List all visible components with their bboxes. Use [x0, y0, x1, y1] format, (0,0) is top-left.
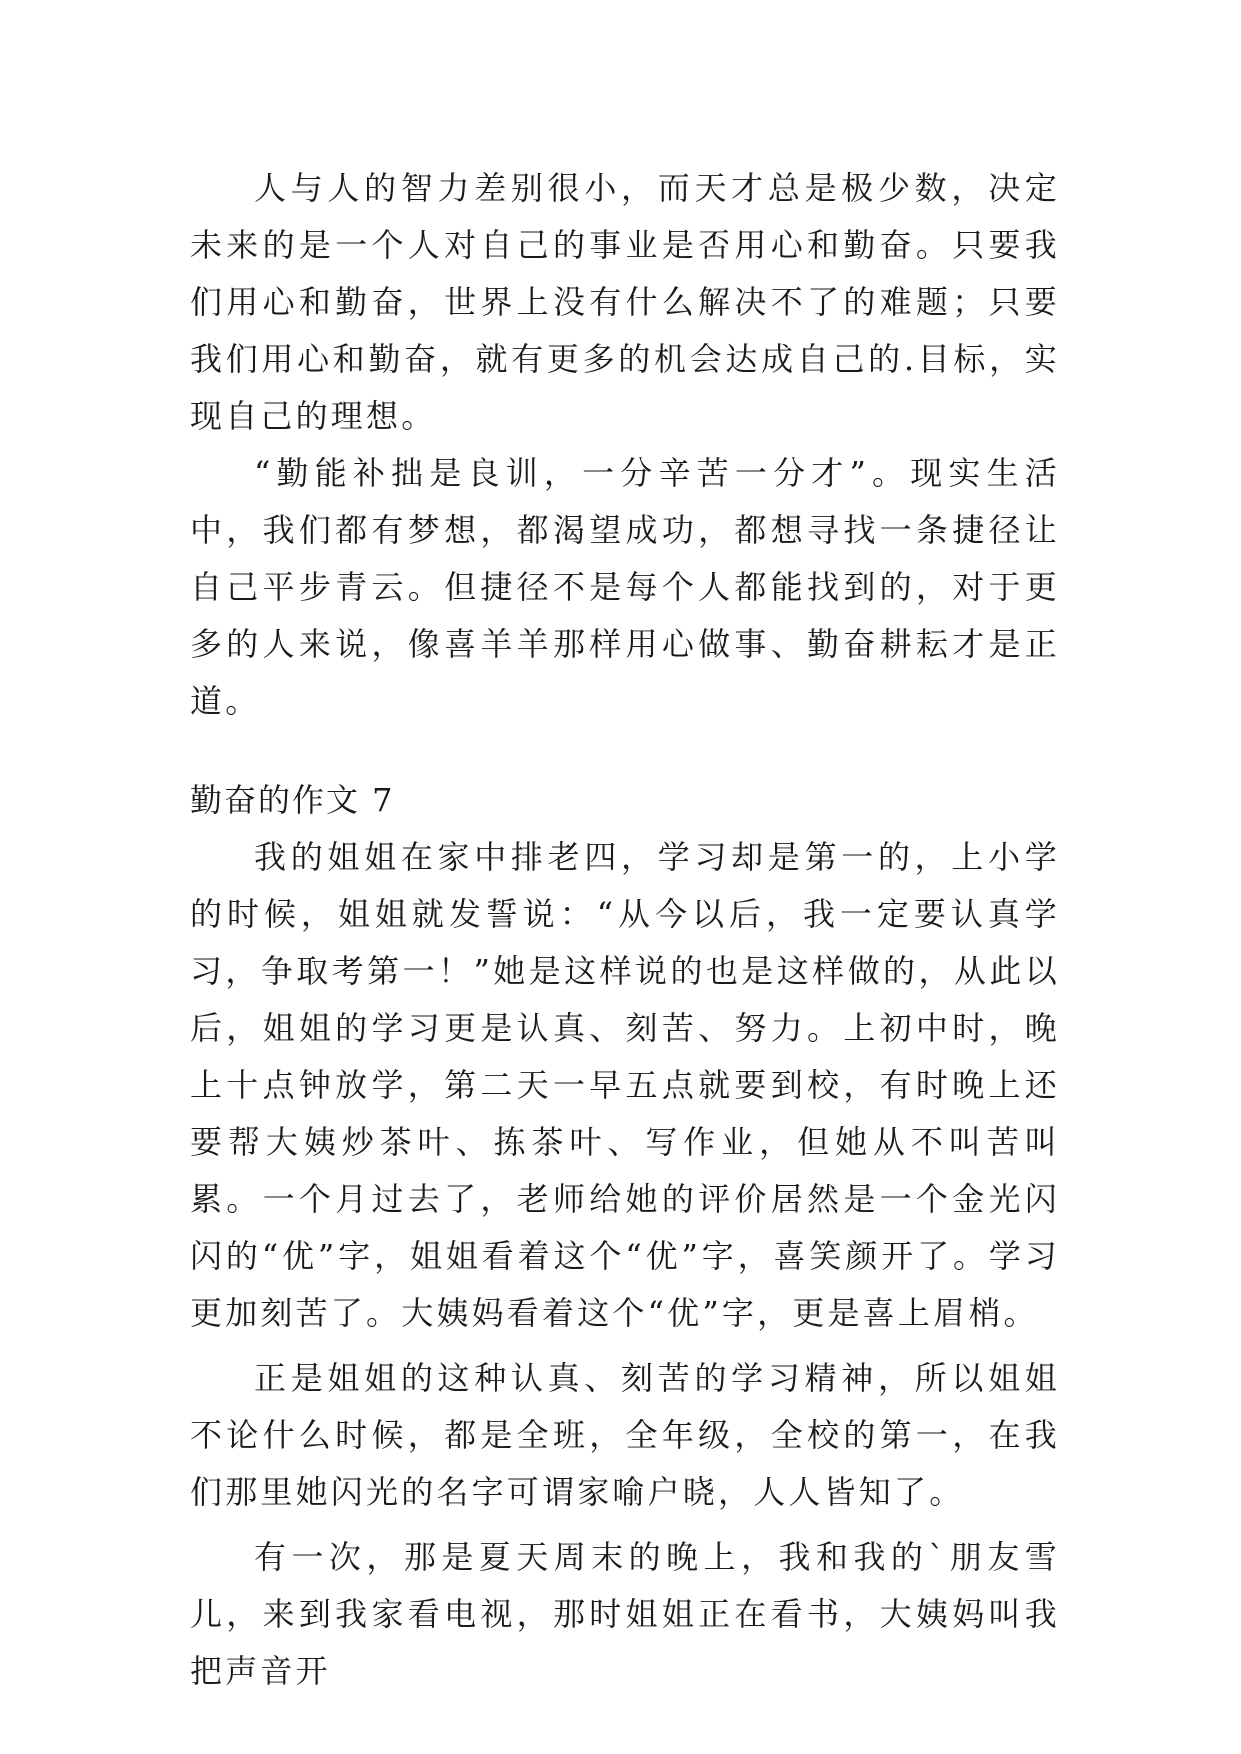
document-page — [190, 160, 1060, 1700]
paragraph: 人与人的智力差别很小，而天才总是极少数，决定未来的是一个人对自己的事业是否用心和勤奋。只要我们用心和勤奋，世界上没有什么解决不了的难题；只要我们用心和勤奋，就有更多的机会达成自己的.目标，实现自己的理想。 — [190, 169, 1060, 435]
paragraph: 有一次，那是夏天周末的晚上，我和我的`朋友雪儿，来到我家看电视，那时姐姐正在看书，大姨妈叫我把声音开 — [190, 1538, 1060, 1690]
section-gap — [190, 730, 1060, 772]
paragraph: 正是姐姐的这种认真、刻苦的学习精神，所以姐姐不论什么时候，都是全班，全年级，全校的第一，在我们那里她闪光的名字可谓家喻户晓，人人皆知了。 — [190, 1359, 1060, 1511]
paragraph: “勤能补拙是良训，一分辛苦一分才”。现实生活中，我们都有梦想，都渴望成功，都想寻找一条捷径让自己平步青云。但捷径不是每个人都能找到的，对于更多的人来说，像喜羊羊那样用心做事、勤奋耕耘才是正道。 — [190, 454, 1060, 720]
paragraph: 我的姐姐在家中排老四，学习却是第一的，上小学的时候，姐姐就发誓说：“从今以后，我一定要认真学习，争取考第一！”她是这样说的也是这样做的，从此以后，姐姐的学习更是认真、刻苦、努力。上初中时，晚上十点钟放学，第二天一早五点就要到校，有时晚上还要帮大姨炒茶叶、拣茶叶、写作业，但她从不叫苦叫累。一个月过去了，老师给她的评价居然是一个金光闪闪的“优”字，姐姐看着这个“优”字，喜笑颜开了。学习更加刻苦了。大姨妈看着这个“优”字，更是喜上眉梢。 — [190, 838, 1060, 1332]
section-title: 勤奋的作文 7 — [190, 781, 395, 819]
